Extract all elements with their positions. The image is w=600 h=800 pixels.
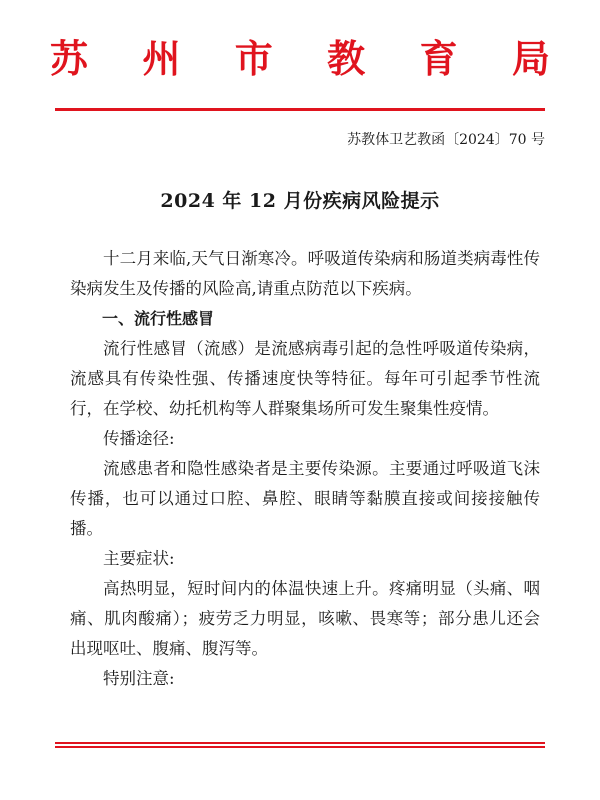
masthead-char: 苏 <box>50 36 89 81</box>
masthead-title <box>50 36 550 81</box>
masthead-char: 育 <box>419 36 458 81</box>
symptoms-text: 高热明显，短时间内的体温快速上升。疼痛明显（头痛、咽痛、肌肉酸痛）；疲劳乏力明显，咳嗽、畏寒等；部分患儿还会出现呕吐、腹痛、腹泻等。 <box>70 579 540 658</box>
masthead-char: 局 <box>511 36 550 81</box>
masthead-char: 州 <box>142 36 181 81</box>
document-number: 苏教体卫艺教函〔2024〕70 号 <box>347 132 545 148</box>
footer-divider-thick <box>55 746 545 748</box>
notes-label: 特别注意: <box>103 669 175 688</box>
intro-paragraph: 十二月来临,天气日渐寒冷。呼吸道传染病和肠道类病毒性传染病发生及传播的风险高,请重点防范以下疾病。 <box>70 249 540 298</box>
document-title: 2024 年 12 月份疾病风险提示 <box>160 190 440 212</box>
flu-description: 流行性感冒（流感）是流感病毒引起的急性呼吸道传染病，流感具有传染性强、传播速度快等特征。每年可引起季节性流行，在学校、幼托机构等人群聚集场所可发生聚集性疫情。 <box>70 339 540 418</box>
section-heading: 一、流行性感冒 <box>102 309 215 328</box>
footer-divider-thin <box>55 742 545 744</box>
masthead-char: 市 <box>234 36 273 81</box>
header-divider <box>55 108 545 111</box>
document-body <box>70 244 540 694</box>
transmission-text: 流感患者和隐性感染者是主要传染源。主要通过呼吸道飞沫传播，也可以通过口腔、鼻腔、眼睛等黏膜直接或间接接触传播。 <box>70 459 540 538</box>
symptoms-label: 主要症状: <box>103 549 175 568</box>
transmission-label: 传播途径: <box>103 429 175 448</box>
masthead-char: 教 <box>327 36 366 81</box>
